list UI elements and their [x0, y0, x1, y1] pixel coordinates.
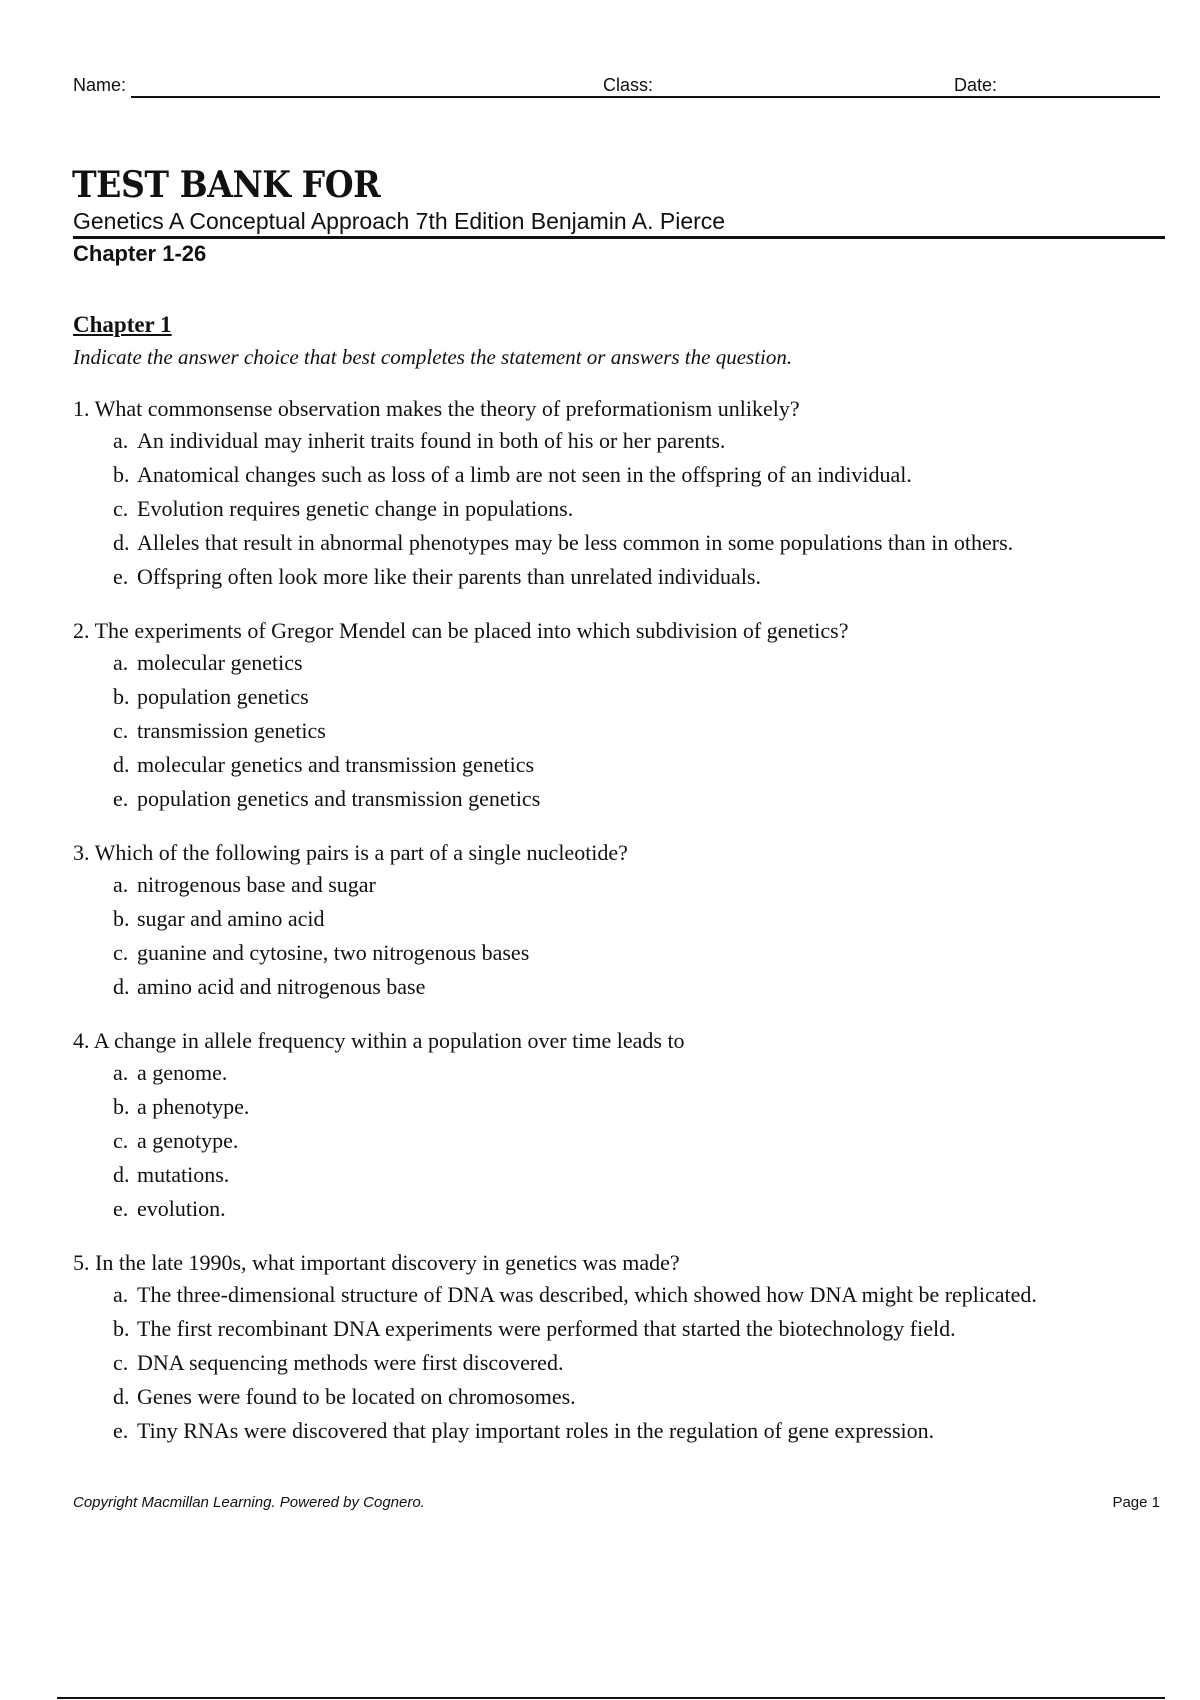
chapter-range: Chapter 1-26	[73, 241, 207, 266]
answer-options	[73, 646, 1133, 816]
answer-option	[113, 680, 1133, 714]
option-text: a genotype.	[137, 1128, 239, 1153]
answer-options	[73, 1278, 1133, 1448]
option-letter: b.	[113, 906, 130, 931]
option-text: An individual may inherit traits found in both of his or her parents.	[137, 428, 726, 453]
question-item	[73, 1248, 1133, 1448]
option-text: sugar and amino acid	[137, 906, 325, 931]
option-text: Alleles that result in abnormal phenotypes may be less common in some populations than in others.	[137, 530, 1014, 555]
answer-option	[113, 1346, 1133, 1380]
option-letter: e.	[113, 564, 129, 589]
option-letter: a.	[113, 872, 129, 897]
copyright-notice: Copyright Macmillan Learning. Powered by Cognero.	[73, 1494, 425, 1511]
option-letter: c.	[113, 1350, 129, 1375]
option-letter: b.	[113, 684, 130, 709]
answer-options	[73, 868, 1133, 1004]
option-text: population genetics and transmission genetics	[137, 786, 541, 811]
bottom-divider	[57, 1697, 1165, 1699]
option-letter: b.	[113, 1094, 130, 1119]
question-item	[73, 1026, 1133, 1226]
option-letter: d.	[113, 1384, 130, 1409]
question-list	[73, 394, 1133, 1448]
book-subtitle: Genetics A Conceptual Approach 7th Edition Benjamin A. Pierce	[73, 208, 726, 234]
option-letter: a.	[113, 1282, 129, 1307]
option-letter: e.	[113, 1196, 129, 1221]
option-letter: d.	[113, 752, 130, 777]
answer-option	[113, 1312, 1133, 1346]
question-number: 3.	[73, 840, 90, 865]
option-letter: d.	[113, 1162, 130, 1187]
answer-option	[113, 936, 1133, 970]
option-letter: b.	[113, 462, 130, 487]
answer-option	[113, 1056, 1133, 1090]
name-blank	[131, 96, 671, 98]
answer-option	[113, 1414, 1133, 1448]
option-text: Evolution requires genetic change in populations.	[137, 496, 574, 521]
option-letter: e.	[113, 786, 129, 811]
option-letter: d.	[113, 974, 130, 999]
option-letter: e.	[113, 1418, 129, 1443]
question-text: In the late 1990s, what important discovery in genetics was made?	[95, 1250, 680, 1275]
option-text: mutations.	[137, 1162, 230, 1187]
answer-option	[113, 1124, 1133, 1158]
answer-option	[113, 1192, 1133, 1226]
question-text: The experiments of Gregor Mendel can be placed into which subdivision of genetics?	[94, 618, 849, 643]
answer-option	[113, 748, 1133, 782]
question-stem	[73, 394, 1133, 424]
answer-option	[113, 424, 1133, 458]
answer-option	[113, 868, 1133, 902]
page-number: Page 1	[1112, 1494, 1160, 1511]
option-letter: c.	[113, 1128, 129, 1153]
question-text: Which of the following pairs is a part of a single nucleotide?	[94, 840, 628, 865]
question-item	[73, 838, 1133, 1004]
answer-option	[113, 970, 1133, 1004]
option-text: nitrogenous base and sugar	[137, 872, 376, 897]
option-text: a phenotype.	[137, 1094, 250, 1119]
question-text: What commonsense observation makes the theory of preformationism unlikely?	[94, 396, 800, 421]
name-label: Name:	[73, 75, 127, 95]
question-number: 1.	[73, 396, 90, 421]
answer-option	[113, 1380, 1133, 1414]
option-text: transmission genetics	[137, 718, 326, 743]
question-number: 2.	[73, 618, 90, 643]
question-content	[73, 310, 1133, 1448]
document-title: TEST BANK FOR	[72, 164, 381, 206]
option-text: The first recombinant DNA experiments were performed that started the biotechnology field.	[137, 1316, 956, 1341]
class-label: Class:	[603, 75, 654, 95]
question-item	[73, 394, 1133, 594]
question-item	[73, 616, 1133, 816]
option-letter: c.	[113, 718, 129, 743]
answer-option	[113, 458, 1133, 492]
option-text: molecular genetics and transmission genetics	[137, 752, 535, 777]
answer-options	[73, 1056, 1133, 1226]
option-letter: a.	[113, 650, 129, 675]
option-letter: d.	[113, 530, 130, 555]
answer-option	[113, 1158, 1133, 1192]
question-text: A change in allele frequency within a population over time leads to	[93, 1028, 685, 1053]
class-blank	[663, 96, 1025, 98]
instructions: Indicate the answer choice that best completes the statement or answers the question.	[73, 345, 793, 369]
chapter-heading: Chapter 1	[73, 312, 172, 337]
answer-option	[113, 782, 1133, 816]
question-stem	[73, 838, 1133, 868]
date-label: Date:	[954, 75, 998, 95]
answer-option	[113, 492, 1133, 526]
date-blank	[1003, 96, 1160, 98]
option-letter: c.	[113, 940, 129, 965]
question-stem	[73, 1026, 1133, 1056]
answer-options	[73, 424, 1133, 594]
student-info-header	[73, 74, 1160, 100]
option-text: a genome.	[137, 1060, 228, 1085]
answer-option	[113, 714, 1133, 748]
option-text: Anatomical changes such as loss of a limb are not seen in the offspring of an individual.	[137, 462, 912, 487]
option-text: amino acid and nitrogenous base	[137, 974, 426, 999]
option-text: guanine and cytosine, two nitrogenous bases	[137, 940, 530, 965]
question-stem	[73, 616, 1133, 646]
title-divider	[73, 236, 1165, 239]
option-letter: b.	[113, 1316, 130, 1341]
option-text: Genes were found to be located on chromosomes.	[137, 1384, 576, 1409]
question-stem	[73, 1248, 1133, 1278]
option-text: evolution.	[137, 1196, 226, 1221]
option-text: Tiny RNAs were discovered that play important roles in the regulation of gene expression.	[137, 1418, 935, 1443]
answer-option	[113, 646, 1133, 680]
answer-option	[113, 1278, 1133, 1312]
answer-option	[113, 902, 1133, 936]
option-letter: c.	[113, 496, 129, 521]
option-text: Offspring often look more like their parents than unrelated individuals.	[137, 564, 761, 589]
option-text: DNA sequencing methods were first discovered.	[137, 1350, 564, 1375]
question-number: 5.	[73, 1250, 90, 1275]
answer-option	[113, 526, 1133, 560]
option-letter: a.	[113, 1060, 129, 1085]
option-text: The three-dimensional structure of DNA was described, which showed how DNA might be replicated.	[137, 1282, 1037, 1307]
question-number: 4.	[73, 1028, 90, 1053]
option-text: molecular genetics	[137, 650, 303, 675]
answer-option	[113, 1090, 1133, 1124]
answer-option	[113, 560, 1133, 594]
option-text: population genetics	[137, 684, 309, 709]
option-letter: a.	[113, 428, 129, 453]
